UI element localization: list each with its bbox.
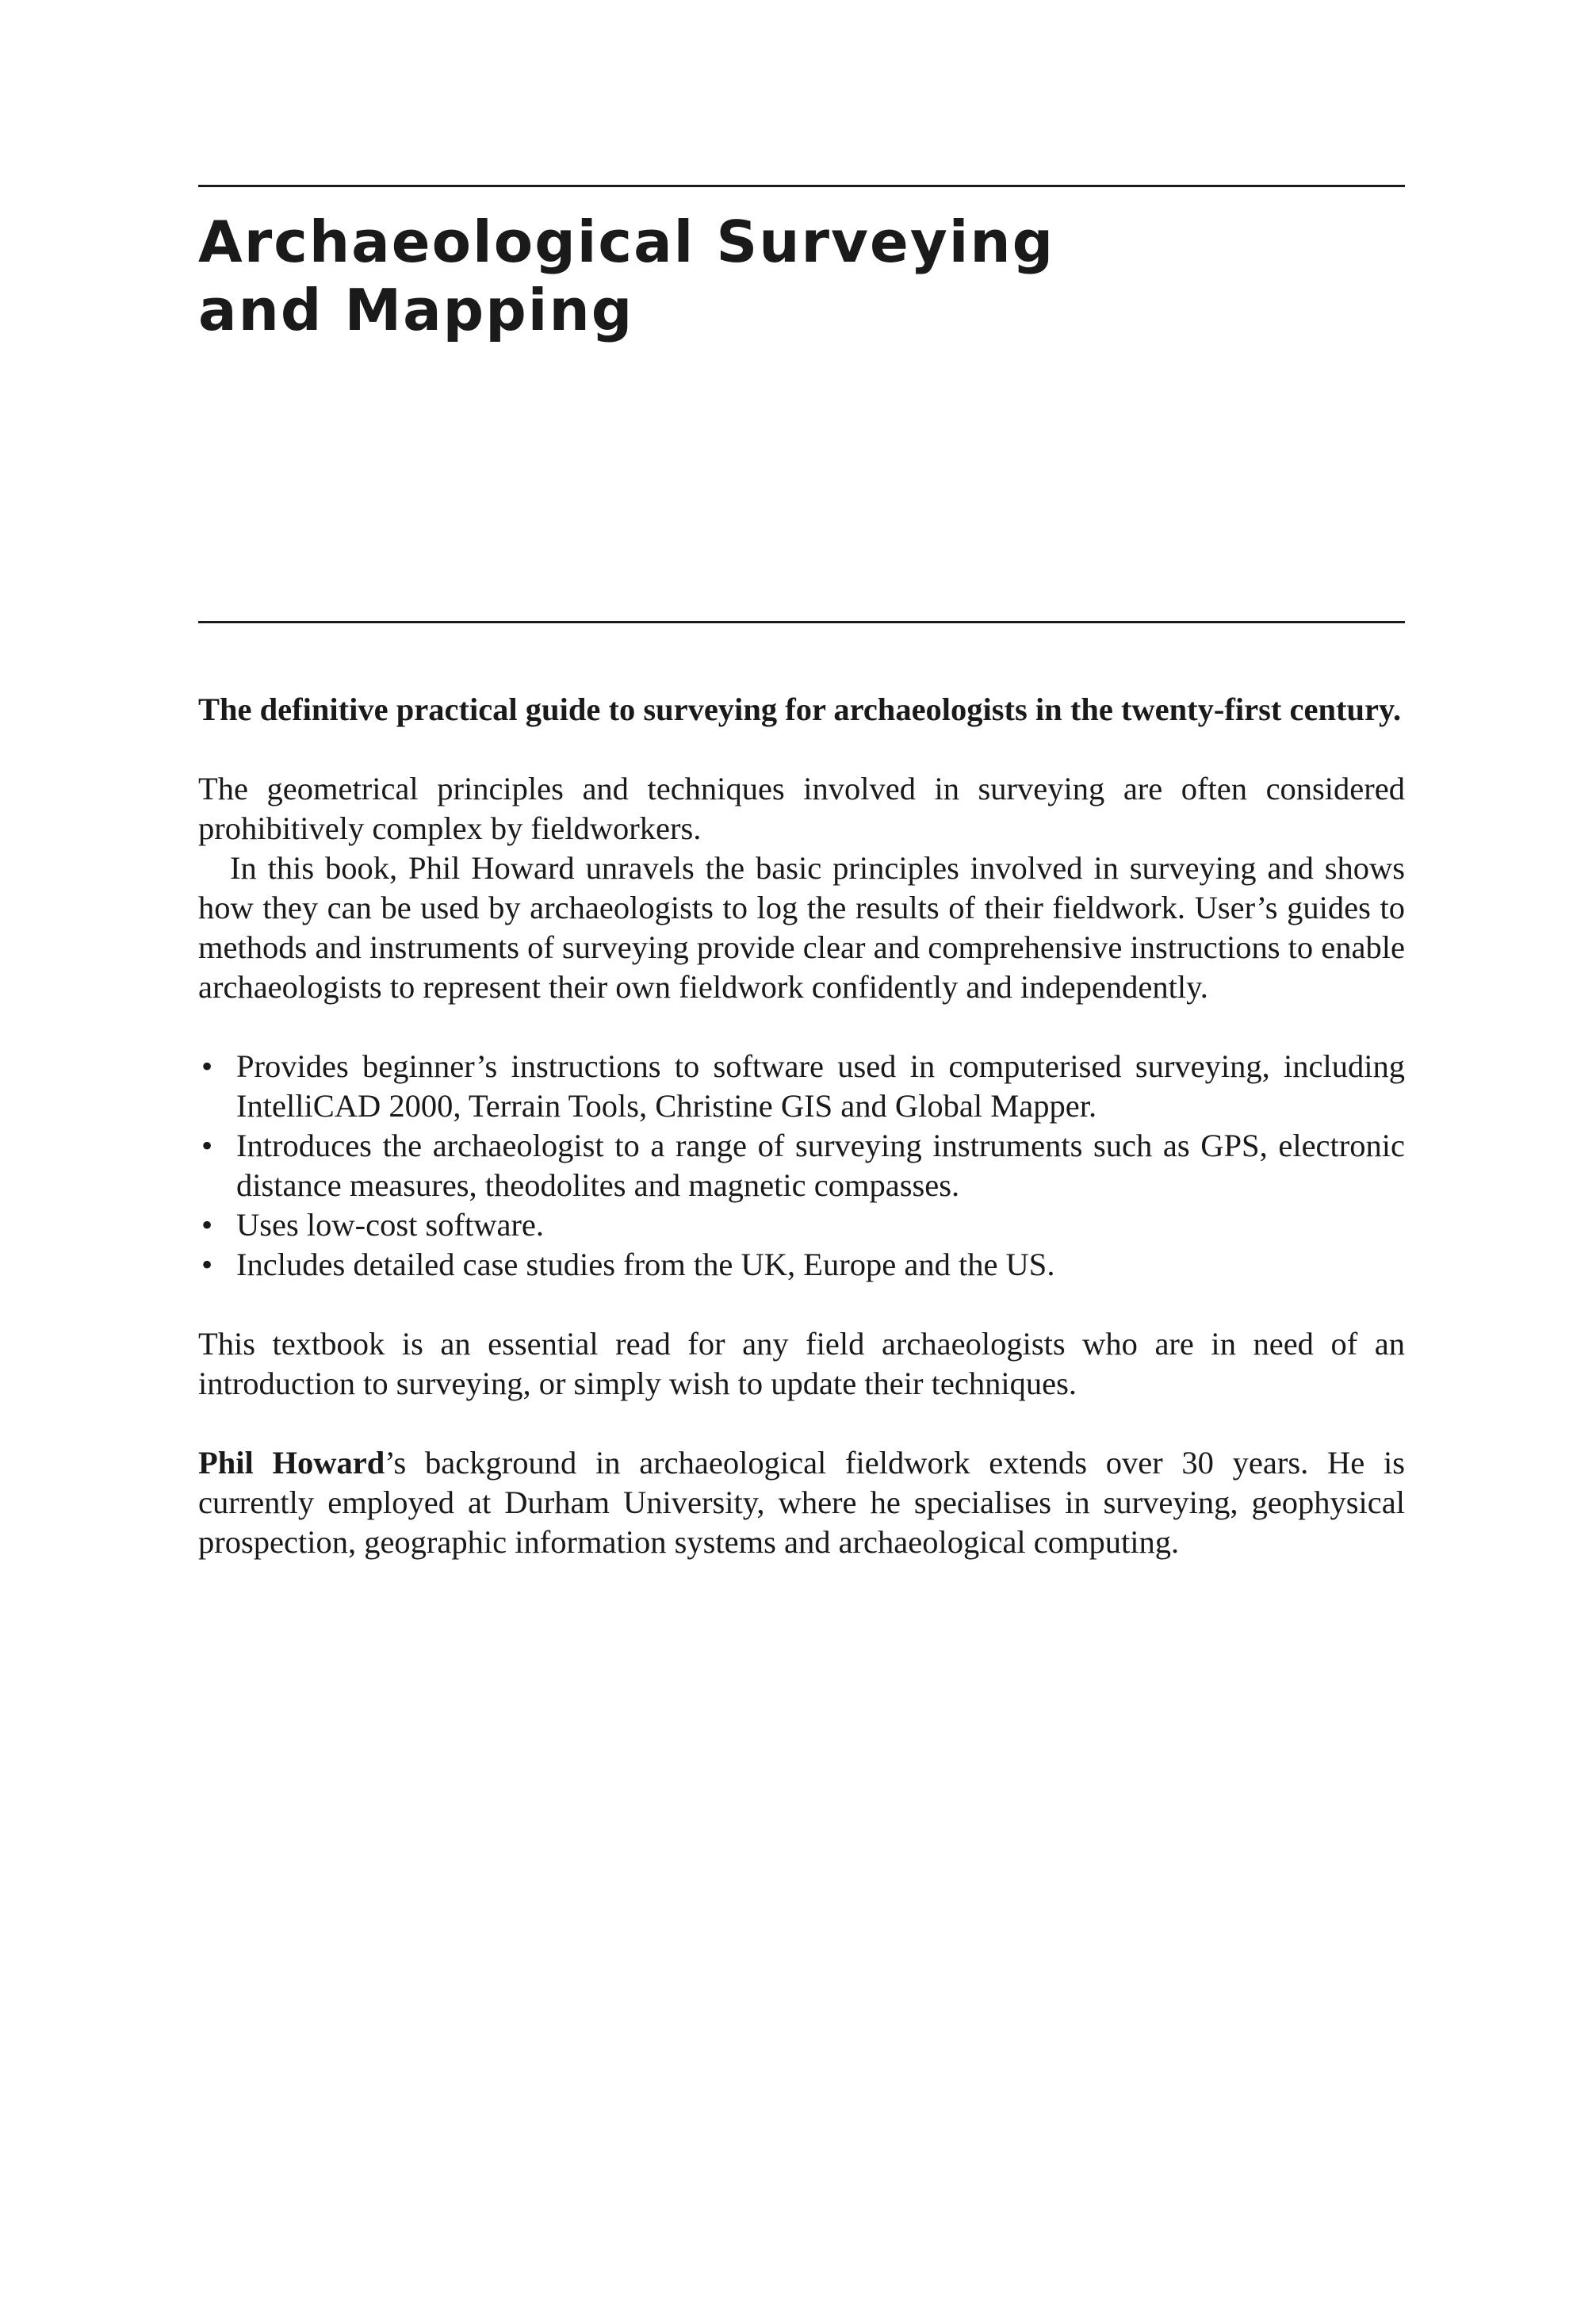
list-item <box>198 1126 1405 1205</box>
spacer <box>198 1404 1405 1443</box>
blurb-body <box>198 690 1405 1562</box>
list-item-text: Provides beginner’s instructions to software used in computerised surveying, including IntelliCAD 2000, Terrain Tools, Christine GIS and Global Mapper. <box>236 1048 1405 1124</box>
list-item-text: Introduces the archaeologist to a range of surveying instruments such as GPS, electronic distance measures, theodolites and magnetic compasses. <box>236 1128 1405 1203</box>
lead-statement: The definitive practical guide to surveying for archaeologists in the twenty-first century. <box>198 691 1402 727</box>
feature-list <box>198 1047 1405 1285</box>
spacer <box>198 1285 1405 1324</box>
paragraph-principles: The geometrical principles and techniques involved in surveying are often considered prohibitively complex by fieldworkers. <box>198 771 1405 846</box>
title-line-2: and Mapping <box>198 277 634 343</box>
list-item-text: Includes detailed case studies from the UK, Europe and the US. <box>236 1247 1055 1282</box>
author-bio-text: ’s background in archaeological fieldwork extends over 30 years. He is currently employed at Durham University, where he specialises in surveying, geophysical prospection, geographic information systems and archaeological computing. <box>198 1445 1405 1560</box>
book-page <box>198 0 1405 2310</box>
paragraph-audience: This textbook is an essential read for any field archaeologists who are in need of an introduction to surveying, or simply wish to update their techniques. <box>198 1326 1405 1401</box>
bottom-rule <box>198 621 1405 623</box>
bullet-icon: • <box>201 1207 213 1243</box>
list-item-text: Uses low-cost software. <box>236 1207 545 1243</box>
author-bio <box>198 1443 1405 1562</box>
paragraph-book-summary: In this book, Phil Howard unravels the basic principles involved in surveying and shows how they can be used by archaeologists to log the results of their fieldwork. User’s guides to methods and instruments of surveying provide clear and comprehensive instructions to enable archaeologists to represent their own fieldwork confidently and independently. <box>198 850 1405 1005</box>
spacer <box>198 1007 1405 1047</box>
bullet-icon: • <box>201 1128 213 1163</box>
top-rule <box>198 185 1405 187</box>
author-name: Phil Howard <box>198 1445 385 1481</box>
list-item <box>198 1245 1405 1285</box>
title-line-1: Archaeological Surveying <box>198 209 1055 275</box>
list-item <box>198 1047 1405 1126</box>
bullet-icon: • <box>201 1247 213 1282</box>
list-item <box>198 1205 1405 1245</box>
book-title <box>198 208 1054 344</box>
bullet-icon: • <box>201 1048 213 1084</box>
